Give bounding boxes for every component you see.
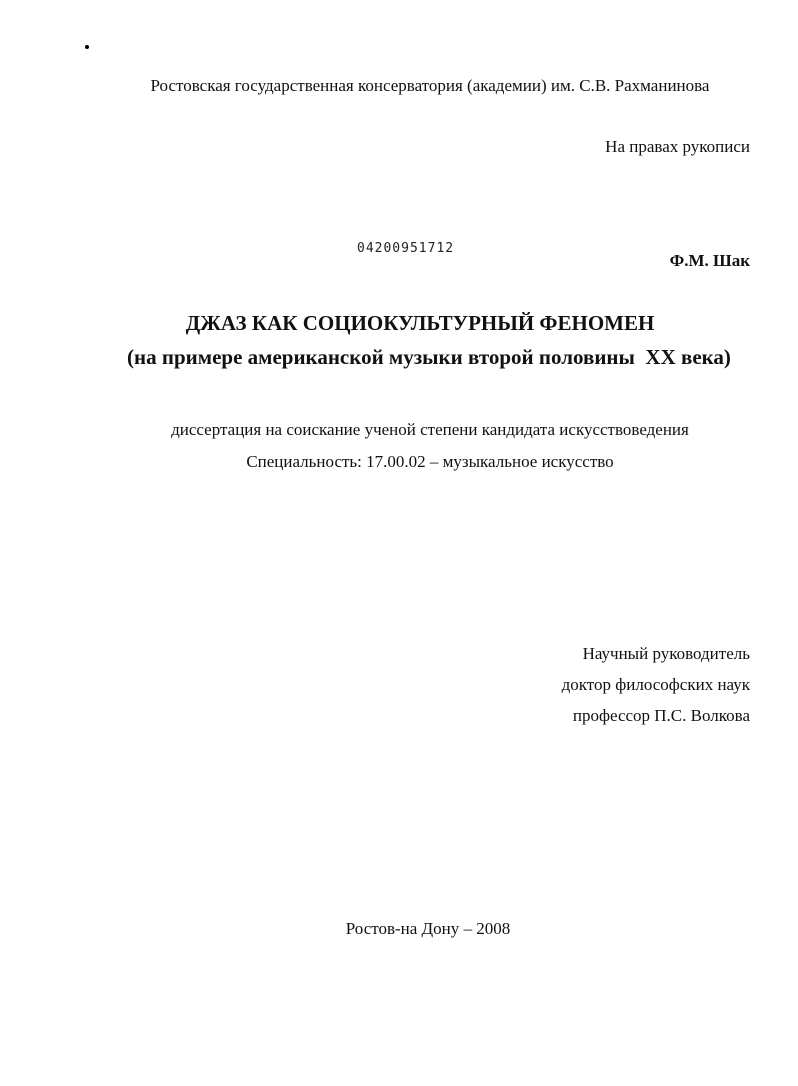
document-number: 04200951712 <box>357 241 455 256</box>
thesis-title: ДЖАЗ КАК СОЦИОКУЛЬТУРНЫЙ ФЕНОМЕН <box>185 311 655 335</box>
institution-name: Ростовская государственная консерватория (академии) им. С.В. Рахманинова <box>150 76 710 95</box>
specialty-line: Специальность: 17.00.02 – музыкальное искусство <box>246 452 614 471</box>
scan-speck <box>85 45 89 49</box>
supervisor-block <box>562 638 750 731</box>
supervisor-name: профессор П.С. Волкова <box>572 706 750 725</box>
dissertation-purpose: диссертация на соискание ученой степени кандидата искусствоведения <box>171 420 689 439</box>
place-and-year: Ростов-на Дону – 2008 <box>345 919 511 938</box>
rights-note: На правах рукописи <box>605 137 750 156</box>
author-name: Ф.М. Шак <box>669 251 750 270</box>
thesis-subtitle: (на примере американской музыки второй половины XX века) <box>127 345 731 369</box>
supervisor-degree: доктор философских наук <box>561 675 750 694</box>
supervisor-role: Научный руководитель <box>582 644 750 663</box>
